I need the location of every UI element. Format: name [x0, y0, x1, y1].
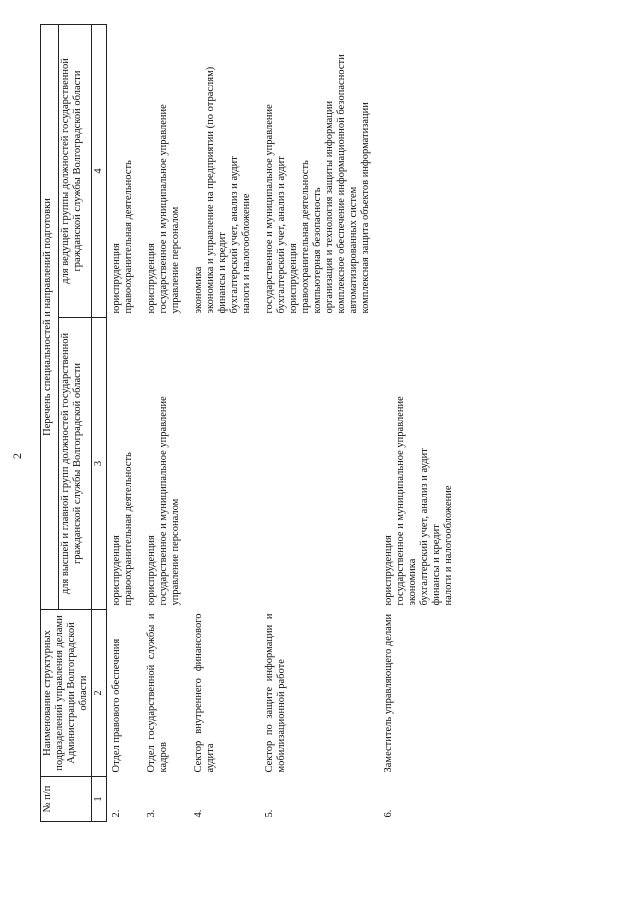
row-number: 3. [146, 809, 157, 818]
table-row [373, 24, 456, 821]
specialty-item: юриспруденция [111, 535, 122, 606]
specialty-item: комплексная защита объектов информатизации [360, 102, 371, 314]
table-row [254, 24, 373, 821]
specialty-item: государственное и муниципальное управление [158, 104, 169, 314]
specialty-item: правоохранительная деятельность [123, 160, 134, 314]
specialty-item: бухгалтерский учет, анализ и аудит [419, 448, 430, 606]
specialty-item: налоги и налогообложение [443, 485, 454, 606]
header-leading-group: для ведущей группы должностей государственной гражданской службы Волгоградской области [59, 24, 92, 317]
specialties-leading [373, 24, 456, 317]
unit-name: Сектор по защите информации и мобилизационной работе [264, 613, 287, 773]
table-row [107, 24, 137, 821]
specialty-item: организация и технология защиты информации [324, 100, 335, 314]
specialty-item: государственное и муниципальное управление [395, 396, 406, 606]
column-number: 1 [92, 777, 107, 822]
specialties-leading [136, 24, 183, 317]
specialty-item: экономика и управление на предприятии (по отраслям) [205, 66, 216, 314]
specialty-item: управление персоналом [170, 206, 181, 314]
column-number: 3 [92, 318, 107, 610]
specialties-leading [254, 24, 373, 317]
header-group: Перечень специальностей и направлений подготовки [41, 24, 59, 609]
specialty-item: управление персоналом [170, 498, 181, 606]
specialty-item: правоохранительная деятельность [123, 452, 134, 606]
specialty-item: юриспруденция [111, 243, 122, 314]
specialty-item: государственное и муниципальное управление [264, 104, 275, 314]
specialties-senior [254, 318, 373, 610]
specialty-item: бухгалтерский учет, анализ и аудит [229, 156, 240, 314]
specialty-item: юриспруденция [146, 535, 157, 606]
specialty-item: экономика [407, 558, 418, 606]
header-unit-name: Наименование структурных подразделений управления делами Администрации Волгоградской области [41, 610, 92, 777]
specialties-senior [136, 318, 183, 610]
specialty-item: налоги и налогообложение [241, 193, 252, 314]
specialty-item: бухгалтерский учет, анализ и аудит [276, 156, 287, 314]
row-number: 5. [264, 809, 275, 818]
specialty-item: финансы и кредит [431, 524, 442, 606]
specialties-leading [107, 24, 137, 317]
specialty-item: государственное и муниципальное управление [158, 396, 169, 606]
specialty-item: правоохранительная деятельность [300, 160, 311, 314]
unit-name: Заместитель управляющего делами [383, 613, 394, 773]
row-number: 6. [383, 809, 394, 818]
unit-name: Отдел государственной службы и кадров [146, 613, 169, 773]
specialty-item: юриспруденция [288, 243, 299, 314]
specialty-item: экономика [193, 266, 204, 314]
table-row [136, 24, 183, 821]
specialties-leading [183, 24, 254, 317]
specialties-senior [373, 318, 456, 610]
table-row [183, 24, 254, 821]
specialty-item: юриспруденция [383, 535, 394, 606]
specialty-item: компьютерная безопасность [312, 187, 323, 314]
page-number: 2 [10, 453, 24, 459]
specialties-senior [107, 318, 137, 610]
table-body [107, 24, 457, 821]
specialties-table [40, 24, 456, 822]
unit-name: Отдел правового обеспечения [111, 638, 122, 773]
header-number: № п/п [41, 777, 92, 822]
unit-name: Сектор внутреннего финансового аудита [193, 613, 216, 773]
specialties-senior [183, 318, 254, 610]
header-senior-groups: для высшей и главной групп должностей государственной гражданской службы Волгоградской области [59, 318, 92, 610]
row-number: 4. [193, 809, 204, 818]
specialty-item: финансы и кредит [217, 232, 228, 314]
column-number: 4 [92, 24, 107, 317]
column-number: 2 [92, 610, 107, 777]
specialty-item: комплексное обеспечение информационной безопасности автоматизированных систем [336, 54, 359, 314]
specialty-item: юриспруденция [146, 243, 157, 314]
row-number: 2. [111, 809, 122, 818]
